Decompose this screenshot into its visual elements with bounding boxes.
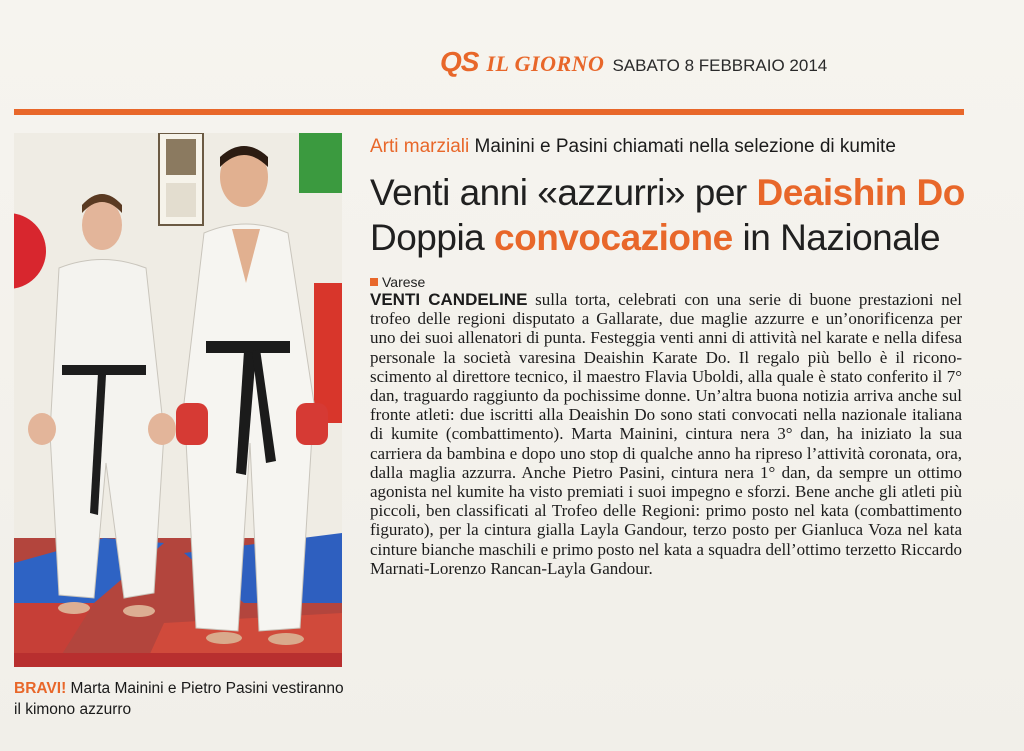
kicker-text: Mainini e Pasini chiamati nella selezione di kumite — [469, 136, 896, 157]
article-photo — [14, 133, 342, 667]
photo-caption — [14, 678, 344, 720]
article-kicker — [370, 136, 970, 158]
body-text: sulla torta, celebrati con una serie di buone prestazioni nel trofeo delle regioni disputato a Gallarate, due maglie azzurre e un’onorificenza per uno dei suoi allenatori di punta. Festeggia venti anni di attività nel karate e nella difesa personale la società varesina Deaishin Karate Do. Il regalo più bello è il riconoscimento al direttore tecnico, il maestro Flavia Uboldi, alla quale è stato conferito il 7° dan, traguardo raggiunto da pochissime donne. Un’altra buona notizia arriva anche sul fronte atleti: due iscritti alla Deaishin Do sono stati convocati nella nazionale italiana di kumite (combattimento). Marta Mainini, cintura nera 3° dan, ha iniziato la sua carriera da bambina e dopo uno stop di qualche anno ha ripreso l’attività coronata, ora, dalla maglia azzurra. Anche Pietro Pasini, cintura nera 1° dan, da sempre un ottimo agonista nel kumite ha visto premiati i suoi impegno e sforzi. Bene anche gli atleti più piccoli, ben classificati al Trofeo delle Regioni: primo posto nel kata (combattimento figurato), per la cintura gialla Layla Gandour, terzo posto per Gianluca Voza nel kata cinture bianche maschili e primo posto nel kata a squadra dell’ottimo terzetto Riccardo Marnati-Lorenzo Rancan-Layla Gandour. — [370, 290, 962, 578]
caption-lead: BRAVI! — [14, 680, 67, 697]
headline-1-highlight: Deaishin Do — [756, 172, 965, 213]
headline-1-plain: Venti anni «azzurri» per — [370, 172, 757, 213]
article-body — [370, 290, 962, 720]
headline-2-highlight: convocazione — [494, 217, 733, 258]
masthead — [440, 46, 827, 80]
headline-2-plain-a: Doppia — [370, 217, 495, 258]
dateline-square-icon — [370, 278, 378, 286]
orange-rule — [14, 109, 964, 115]
headline-2-plain-b: in Nazionale — [732, 217, 941, 258]
issue-date: SABATO 8 FEBBRAIO 2014 — [612, 56, 828, 75]
paper-name: IL GIORNO — [486, 51, 605, 76]
kicker-tag: Arti marziali — [370, 136, 470, 157]
dateline — [370, 274, 425, 290]
headline-line-2 — [370, 215, 970, 260]
headline-line-1 — [370, 170, 970, 215]
article-headline — [370, 170, 970, 260]
dateline-city: Varese — [382, 274, 426, 290]
qs-logo: QS — [440, 46, 479, 77]
caption-text: Marta Mainini e Pietro Pasini vestiranno il kimono azzurro — [14, 680, 344, 718]
body-lead: VENTI CANDELINE — [370, 290, 528, 309]
